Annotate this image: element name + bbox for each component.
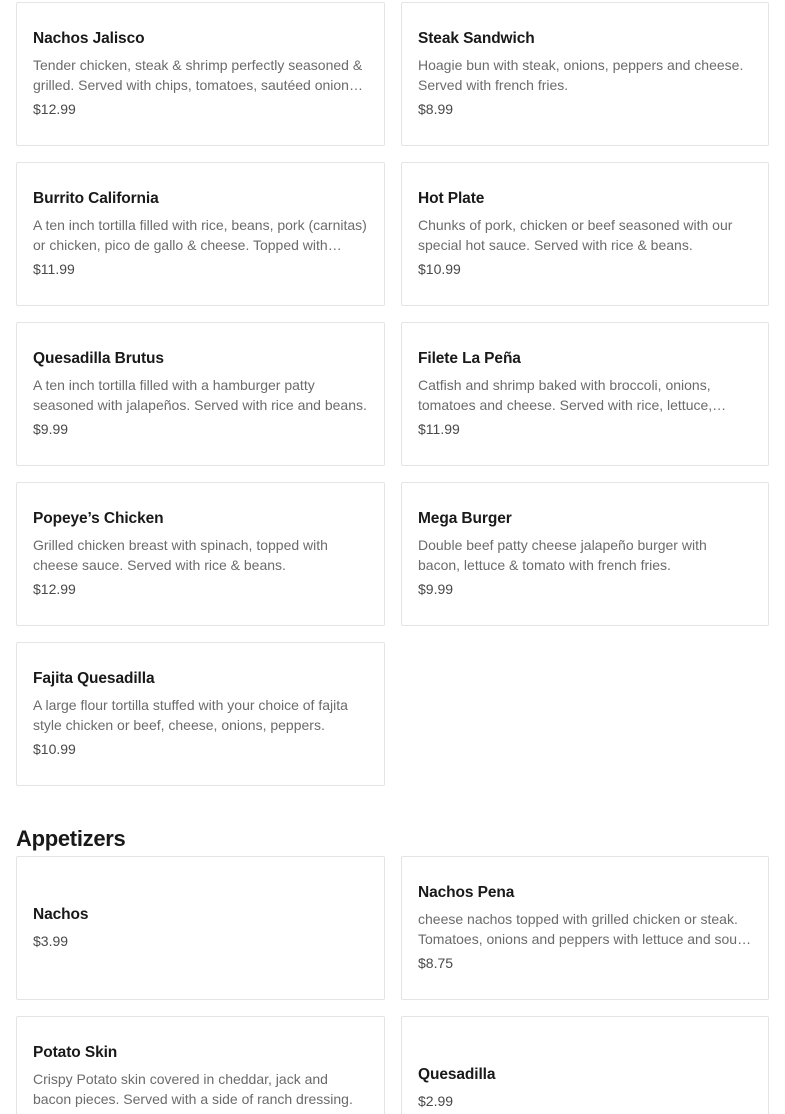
- item-price: $10.99: [418, 261, 461, 277]
- item-name: Potato Skin: [33, 1044, 118, 1061]
- item-name: Nachos Pena: [418, 884, 515, 901]
- item-price: $3.99: [33, 933, 69, 949]
- menu-item-card[interactable]: [401, 162, 769, 306]
- section-title-appetizers: Appetizers: [16, 826, 126, 851]
- item-description: A ten inch tortilla filled with a hamburger patty seasoned with jalapeños. Served with rice and beans.: [33, 377, 367, 413]
- item-price: $8.99: [418, 101, 454, 117]
- menu-item-card[interactable]: [16, 856, 385, 1000]
- item-name: Steak Sandwich: [418, 30, 535, 47]
- item-description: Tender chicken, steak & shrimp perfectly seasoned & grilled. Served with chips, tomatoes, sautéed onions: [33, 57, 363, 93]
- item-name: Hot Plate: [418, 190, 485, 207]
- menu-item-card[interactable]: [16, 642, 385, 786]
- item-name: Quesadilla Brutus: [33, 350, 164, 367]
- item-description: cheese nachos topped with grilled chicken or steak. Tomatoes, onions and peppers with lettuce and sour: [418, 911, 742, 947]
- item-name: Popeye’s Chicken: [33, 510, 164, 527]
- menu-item-card[interactable]: [16, 2, 385, 146]
- item-description: Chunks of pork, chicken or beef seasoned with our special hot sauce. Served with rice & beans.: [418, 217, 733, 253]
- item-name: Nachos: [33, 906, 89, 923]
- item-description: A ten inch tortilla filled with rice, beans, pork (carnitas) or chicken, pico de gallo & cheese. Topped with: [33, 217, 367, 253]
- menu-item-card[interactable]: [401, 322, 769, 466]
- item-name: Nachos Jalisco: [33, 30, 145, 47]
- item-description: Double beef patty cheese jalapeño burger with bacon, lettuce & tomato with french fries.: [418, 537, 707, 573]
- menu-item-card[interactable]: [401, 2, 769, 146]
- item-description: A large flour tortilla stuffed with your choice of fajita style chicken or beef, cheese, onions, peppers.: [33, 697, 348, 733]
- menu-item-card[interactable]: [401, 1016, 769, 1114]
- item-price: $11.99: [418, 421, 460, 437]
- item-description: Crispy Potato skin covered in cheddar, jack and bacon pieces. Served with a side of ranch dressing.: [33, 1071, 353, 1107]
- item-name: Mega Burger: [418, 510, 512, 527]
- item-price: $12.99: [33, 581, 76, 597]
- item-name: Filete La Peña: [418, 350, 521, 367]
- menu-item-card[interactable]: [16, 1016, 385, 1114]
- menu-item-card[interactable]: [16, 162, 385, 306]
- item-name: Quesadilla: [418, 1066, 496, 1083]
- item-description: Catfish and shrimp baked with broccoli, onions, tomatoes and cheese. Served with rice, lettuce,: [418, 377, 713, 413]
- item-price: $2.99: [418, 1093, 454, 1109]
- item-price: $9.99: [418, 581, 454, 597]
- menu-item-card[interactable]: [401, 482, 769, 626]
- item-name: Burrito California: [33, 190, 159, 207]
- item-price: $8.75: [418, 955, 454, 971]
- item-description: Hoagie bun with steak, onions, peppers and cheese. Served with french fries.: [418, 57, 744, 93]
- menu-item-card[interactable]: [401, 856, 769, 1000]
- menu-item-card[interactable]: [16, 482, 385, 626]
- item-price: $9.99: [33, 421, 69, 437]
- item-description: Grilled chicken breast with spinach, topped with cheese sauce. Served with rice & beans.: [33, 537, 328, 573]
- item-price: $11.99: [33, 261, 75, 277]
- item-name: Fajita Quesadilla: [33, 670, 155, 687]
- item-price: $10.99: [33, 741, 76, 757]
- item-price: $12.99: [33, 101, 76, 117]
- menu-item-card[interactable]: [16, 322, 385, 466]
